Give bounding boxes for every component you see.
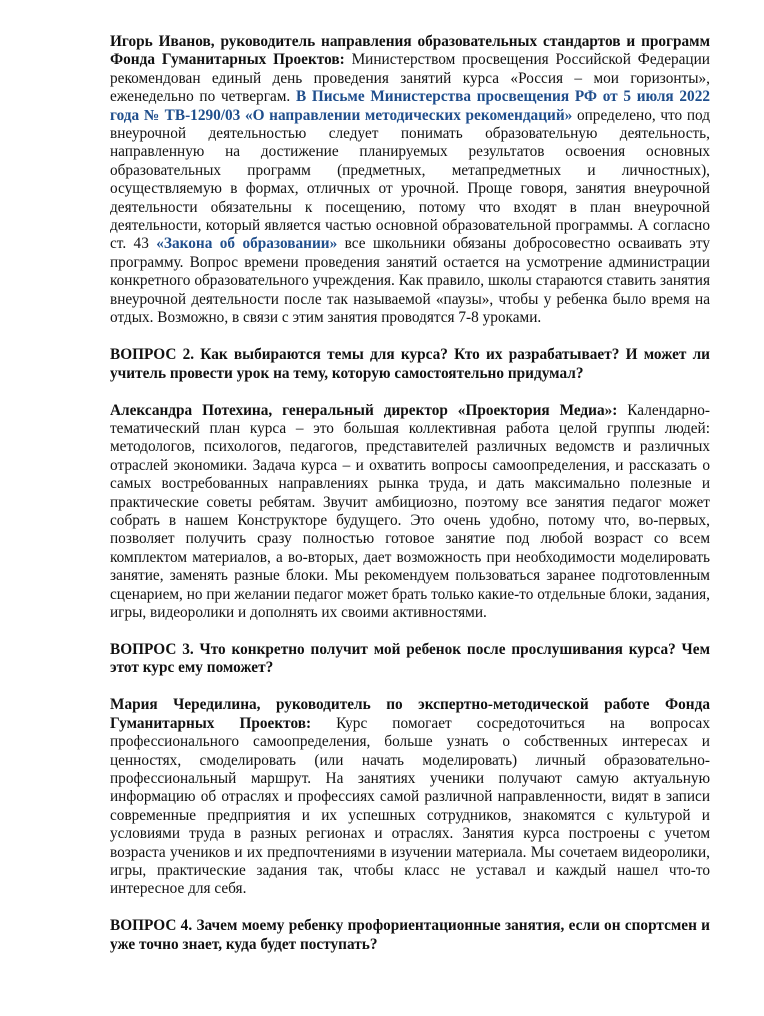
answer-text: Министерством просвещения Российской Федерации рекомендован единый день проведения занятий курса «Россия – мои горизонты», еженедельно по четвергам. <box>110 51 710 106</box>
question-3-heading: ВОПРОС 3. Что конкретно получит мой ребенок после прослушивания курса? Чем этот курс ему поможет? <box>110 640 710 677</box>
speaker-name: Игорь Иванов, руководитель направления образовательных стандартов и программ Фонда Гуманитарных Проектов: <box>110 33 710 69</box>
education-law-link[interactable]: «Закона об образовании» <box>156 235 338 253</box>
answer-3-paragraph <box>110 696 710 898</box>
question-4-heading: ВОПРОС 4. Зачем моему ребенку профориентационные занятия, если он спортсмен и уже точно знает, куда будет поступать? <box>110 917 710 953</box>
answer-text: Курс помогает сосредоточиться на вопросах профессионального самоопределения, больше узнать о собственных интересах и ценностях, смоделировать (или начать моделировать) личный образовательно-профессиональный маршрут. На занятиях ученики получают самую актуальную информацию об отраслях и профессиях самой различной направленности, видят в записи современные предприятия и их успешных сотрудников, знакомятся с культурой и условиями труда в разных регионах и отраслях. Занятия курса построены с учетом возраста учеников и их предпочтениями в изучении материала. Мы сочетаем видеоролики, игры, практические задания так, чтобы класс не уставал и каждый нашел что-то интересное для себя. <box>110 714 710 898</box>
speaker-name: Мария Чередилина, руководитель по экспертно-методической работе Фонда Гуманитарных Проектов: <box>110 696 710 732</box>
ministry-letter-link[interactable]: В Письме Министерства просвещения РФ от 5 июля 2022 года № ТВ-1290/03 «О направлении методических рекомендаций» <box>110 88 710 124</box>
intro-answer-paragraph <box>110 33 710 328</box>
answer-text: Календарно-тематический план курса – это большая коллективная работа целой группы людей: методологов, психологов, педагогов, представителей различных ведомств и различных отраслей экономики. Задача курса – и охватить вопросы самоопределения, и рассказать о самых востребованных направлениях рынка труда, и дать максимально полезные и практические советы ребятам. Звучит амбициозно, поэтому все занятия педагог может собрать в нашем Конструкторе будущего. Это очень удобно, потому что, во-первых, позволяет получить сразу полностью готовое занятие под любой возраст со всем комплектом материалов, а во-вторых, дает возможность при необходимости моделировать занятие, заменять разные блоки. Мы рекомендуем пользоваться заранее подготовленным сценарием, но при желании педагог может брать только какие-то отдельные блоки, задания, игры, видеоролики и дополнять их своими активностями. <box>110 401 710 621</box>
question-2-heading: ВОПРОС 2. Как выбираются темы для курса? Кто их разрабатывает? И может ли учитель провести урок на тему, которую самостоятельно придумал? <box>110 346 710 382</box>
speaker-name: Александра Потехина, генеральный директор «Проектория Медиа»: <box>110 401 618 419</box>
answer-2-paragraph <box>110 402 710 623</box>
answer-text: определено, что под внеурочной деятельностью следует понимать образовательную деятельность, направленную на достижение планируемых результатов освоения основных образовательных программ (предметных, метапредметных и личностных), осуществляемую в формах, отличных от урочной. Проще говоря, занятия внеурочной деятельности обязательны к посещению, потому что входят в план внеурочной деятельности, который является частью основной образовательной программы. А согласно ст. 43 <box>110 106 711 253</box>
answer-text: все школьники обязаны добросовестно осваивать эту программу. Вопрос времени проведения занятий остается на усмотрение администрации конкретного образовательного учреждения. Как правило, школы стараются ставить занятия внеурочной деятельности после так называемой «паузы», чтобы у ребенка было время на отдых. Возможно, в связи с этим занятия проводятся 7-8 уроками. <box>110 235 710 327</box>
